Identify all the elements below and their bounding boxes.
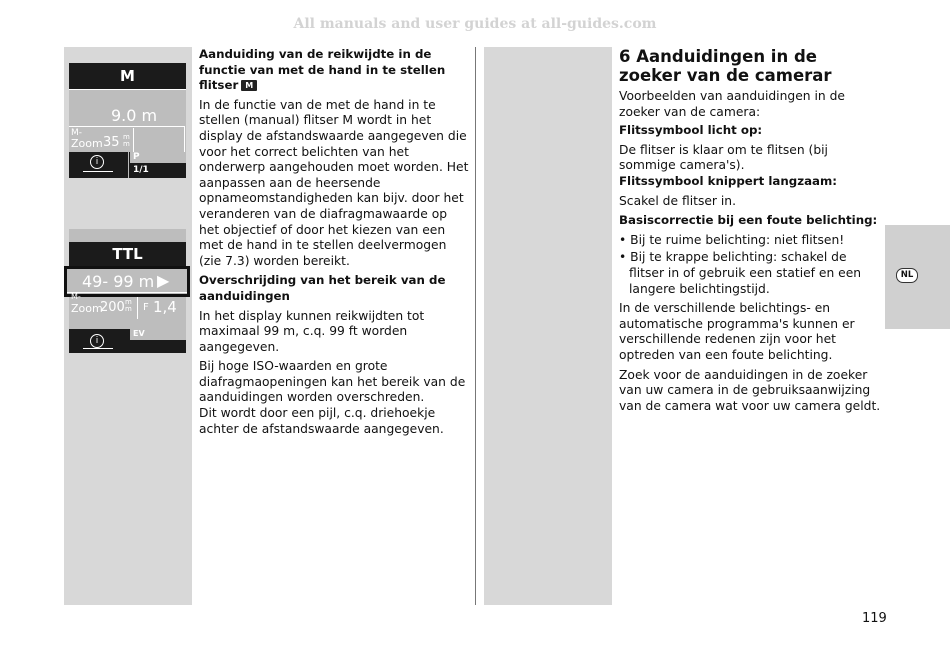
range-underline	[67, 292, 187, 293]
flash-blink-text: Scakel de flitser in.	[619, 193, 736, 208]
middle-text-column	[199, 47, 469, 441]
chapter-title-text: Aanduidingen in de zoeker van de camerar	[619, 47, 832, 85]
distance-underline	[69, 126, 184, 127]
ev-label: EV	[133, 329, 145, 338]
program-label: P	[133, 152, 140, 162]
list-item: • Bij te ruime belichting: niet flitsen!	[619, 232, 845, 247]
column-divider	[475, 47, 476, 605]
flash-display-manual	[69, 63, 186, 178]
bullet-overexposure: Bij te ruime belichting: niet flitsen!	[630, 232, 845, 247]
heading-range-manual-text: Aanduiding van de reikwijdte in de functie van met de hand in te stellen flitser	[199, 47, 446, 93]
paragraph-max-range: In het display kunnen reikwijdten tot maximaal 99 m, c.q. 99 ft worden aangegeven.	[199, 308, 425, 354]
info-symbol-ttl: i	[95, 336, 99, 346]
aperture-value: 1,4	[153, 298, 177, 316]
display-mode-label: M	[69, 63, 186, 89]
zoom-value-ttl: 200	[100, 300, 125, 315]
info-symbol: i	[95, 157, 99, 167]
right-illustration-column	[484, 47, 612, 605]
zoom-label: Zoom	[71, 137, 103, 150]
info-underline	[83, 171, 113, 172]
aperture-label: F	[143, 302, 149, 313]
language-badge: NL	[896, 268, 918, 283]
zoom-prefix-ttl: M-	[71, 292, 81, 301]
section-heading-range-overflow: Overschrijding van het bereik van de aanduidingen	[199, 273, 446, 303]
manual-flash-icon: M	[241, 80, 257, 91]
bullet-underexposure: Bij te krappe belichting: schakel de flitser in of gebruik een statief en een langere belichtingstijd.	[629, 250, 862, 296]
zoom-unit-ttl: mm	[125, 298, 132, 313]
footer-divider	[128, 152, 129, 178]
range-arrow-icon: ▶	[157, 271, 170, 290]
section-heading-range-manual	[199, 47, 469, 94]
right-text-column	[619, 89, 883, 418]
zoom-unit-bar	[133, 128, 134, 152]
zoom-unit: mm	[123, 133, 130, 148]
chapter-number: 6	[619, 47, 631, 66]
paragraph-programs: In de verschillende belichtings- en automatische programma's kunnen er verschillende redenen zijn voor het optreden van een foute belichting.	[619, 301, 855, 362]
paragraph-camera-manual: Zoek voor de aanduidingen in de zoeker van uw camera in de gebruiksaanwijzing van de camera wat voor uw camera geldt.	[619, 367, 881, 413]
zoom-divider-ttl	[137, 297, 138, 319]
range-value: 49- 99 m	[82, 272, 155, 291]
paragraph-manual-mode: In de functie van de met de hand in te stellen (manual) flitser M wordt in het display de afstandswaarde aangegeven die voor het correct belichten van het onderwerp aangehouden moet worden. Het aanpassen aan de heersende opnameomstandigheden kan bijv. door het veranderen van de diafragmawaarde op het objectief of door het kiezen van een met de hand in te stellen deelvermogen (zie 7.3) worden bereikt.	[199, 97, 469, 268]
zoom-value: 35	[103, 135, 120, 150]
zoom-prefix: M-	[71, 128, 83, 138]
heading-correction: Basiscorrectie bij een foute belichting:	[619, 213, 878, 228]
info-icon	[90, 155, 104, 169]
distance-value: 9.0 m	[111, 106, 158, 125]
display-mode-label-ttl: TTL	[69, 242, 186, 267]
chapter-title	[619, 47, 879, 85]
ttl-zoom-area	[69, 292, 186, 319]
display-mode-ttl-top	[69, 229, 186, 242]
paragraph-iso-range: Bij hoge ISO-waarden en grote diafragmaopeningen kan het bereik van de aanduidingen worden overschreden.	[199, 359, 466, 405]
list-item: • Bij te krappe belichting: schakel de flitser in of gebruik een statief en een langere belichtingstijd.	[619, 250, 862, 296]
paragraph-arrow-indicator: Dit wordt door een pijl, c.q. driehoekje achter de afstandswaarde aangegeven.	[199, 406, 444, 436]
info-underline-ttl	[83, 348, 113, 349]
zoom-divider	[184, 126, 185, 152]
heading-flash-on: Flitssymbool licht op:	[619, 123, 763, 138]
flash-on-text: De flitser is klaar om te flitsen (bij sommige camera's).	[619, 142, 828, 173]
zoom-label-ttl: Zoom	[71, 302, 103, 315]
power-ratio: 1/1	[133, 165, 149, 175]
info-icon-ttl	[90, 334, 104, 348]
viewfinder-intro: Voorbeelden van aanduidingen in de zoeker van de camera:	[619, 89, 845, 119]
page-number: 119	[862, 611, 887, 626]
range-highlight-box	[64, 266, 190, 297]
watermark: All manuals and user guides at all-guides.com	[293, 16, 657, 32]
heading-flash-blink: Flitssymbool knippert langzaam:	[619, 173, 838, 188]
